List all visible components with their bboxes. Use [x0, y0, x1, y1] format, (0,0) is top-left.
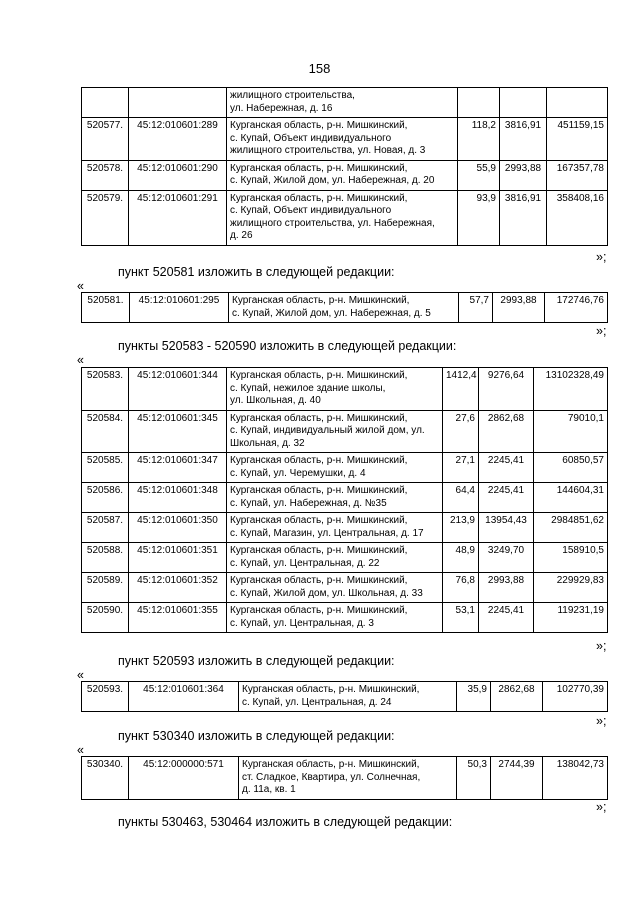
cadastral-value-cell: 119231,19	[534, 603, 608, 633]
cadastral-value-cell: 138042,73	[543, 757, 608, 800]
address-line: Курганская область, р-н. Мишкинский,	[230, 455, 408, 466]
address-line: с. Купай, Объект индивидуального	[230, 132, 392, 144]
area-cell	[458, 88, 500, 118]
address-line: с. Купай, ул. Центральная, д. 22	[230, 557, 380, 569]
area-cell: 93,9	[458, 190, 500, 245]
address-line: с. Купай, индивидуальный жилой дом, ул.	[230, 425, 425, 436]
table-row	[82, 88, 608, 118]
rate-cell: 2245,41	[479, 453, 534, 483]
table-row	[82, 453, 608, 483]
address-line: Курганская область, р-н. Мишкинский,	[232, 295, 410, 306]
cadastral-value-cell: 358408,16	[547, 190, 608, 245]
address-line: с. Купай, нежилое здание школы,	[230, 382, 386, 394]
rate-cell: 2245,41	[479, 483, 534, 513]
table-row	[82, 573, 608, 603]
address-line: Курганская область, р-н. Мишкинский,	[230, 192, 408, 204]
area-cell: 27,6	[443, 410, 479, 453]
address-line: Курганская область, р-н. Мишкинский,	[242, 684, 420, 695]
address-cell	[239, 757, 457, 800]
row-number-cell: 530340.	[82, 757, 129, 800]
cadastral-value-cell: 102770,39	[543, 682, 608, 712]
row-number-cell: 520578.	[82, 160, 129, 190]
cadastral-number-cell: 45:12:010601:351	[129, 543, 227, 573]
row-number-cell: 520589.	[82, 573, 129, 603]
cadastral-number-cell: 45:12:010601:355	[129, 603, 227, 633]
cadastral-number-cell: 45:12:010601:295	[130, 293, 229, 323]
area-cell: 53,1	[443, 603, 479, 633]
table-row	[82, 160, 608, 190]
rate-cell: 2993,88	[500, 160, 547, 190]
cadastral-value-cell: 60850,57	[534, 453, 608, 483]
row-number-cell: 520586.	[82, 483, 129, 513]
address-cell	[227, 483, 443, 513]
address-line: с. Купай, ул. Центральная, д. 24	[242, 696, 392, 708]
quote-open: «	[77, 743, 84, 757]
table-row	[82, 118, 608, 161]
row-number-cell: 520590.	[82, 603, 129, 633]
address-cell	[227, 160, 458, 190]
rate-cell	[500, 88, 547, 118]
table-row	[82, 682, 608, 712]
address-line: жилищного строительства,	[230, 90, 355, 101]
table-row	[82, 483, 608, 513]
row-number-cell: 520577.	[82, 118, 129, 161]
table-row	[82, 513, 608, 543]
address-line: ул. Набережная, д. 16	[230, 102, 333, 114]
address-line: с. Купай, Объект индивидуального	[230, 205, 392, 216]
address-line: Школьная, д. 32	[230, 437, 305, 449]
address-line: с. Купай, Магазин, ул. Центральная, д. 17	[230, 527, 424, 539]
area-cell: 1412,4	[443, 368, 479, 411]
area-cell: 27,1	[443, 453, 479, 483]
table-row	[82, 603, 608, 633]
address-line: Курганская область, р-н. Мишкинский,	[230, 120, 408, 131]
address-cell	[227, 118, 458, 161]
area-cell: 64,4	[443, 483, 479, 513]
cadastral-value-cell	[547, 88, 608, 118]
area-cell: 50,3	[457, 757, 491, 800]
page-number: 158	[308, 61, 331, 76]
address-line: жилищного строительства, ул. Набережная,	[230, 217, 435, 229]
rate-cell: 2993,88	[493, 293, 545, 323]
area-cell: 48,9	[443, 543, 479, 573]
address-line: д. 11а, кв. 1	[242, 784, 296, 795]
cadastral-number-cell: 45:12:000000:571	[129, 757, 239, 800]
address-line: с. Купай, ул. Центральная, д. 3	[230, 617, 374, 629]
row-number-cell: 520587.	[82, 513, 129, 543]
rate-cell: 2862,68	[479, 410, 534, 453]
area-cell: 213,9	[443, 513, 479, 543]
table-row	[82, 293, 608, 323]
row-number-cell: 520585.	[82, 453, 129, 483]
address-cell	[229, 293, 459, 323]
address-line: д. 26	[230, 230, 253, 241]
area-cell: 57,7	[459, 293, 493, 323]
cadastral-value-cell: 158910,5	[534, 543, 608, 573]
area-cell: 118,2	[458, 118, 500, 161]
rate-cell: 2993,88	[479, 573, 534, 603]
cadastral-number-cell: 45:12:010601:347	[129, 453, 227, 483]
address-line: ст. Сладкое, Квартира, ул. Солнечная,	[242, 771, 421, 783]
address-line: Курганская область, р-н. Мишкинский,	[242, 759, 420, 770]
address-line: Курганская область, р-н. Мишкинский,	[230, 485, 408, 496]
address-line: с. Купай, Жилой дом, ул. Набережная, д. 20	[230, 175, 435, 186]
amendment-heading: пункт 520593 изложить в следующей редакции:	[118, 654, 395, 668]
table-520581	[81, 292, 608, 323]
rate-cell: 2744,39	[491, 757, 543, 800]
cadastral-number-cell: 45:12:010601:350	[129, 513, 227, 543]
address-line: ул. Школьная, д. 40	[230, 395, 321, 406]
quote-open: «	[77, 353, 84, 367]
cadastral-value-cell: 172746,76	[545, 293, 608, 323]
row-number-cell: 520581.	[82, 293, 130, 323]
cadastral-number-cell: 45:12:010601:364	[129, 682, 239, 712]
rate-cell: 3816,91	[500, 190, 547, 245]
address-line: с. Купай, ул. Набережная, д. №35	[230, 497, 387, 509]
address-line: Курганская область, р-н. Мишкинский,	[230, 575, 408, 586]
amendment-heading: пункт 520581 изложить в следующей редакции:	[118, 265, 395, 279]
address-line: жилищного строительства, ул. Новая, д. 3	[230, 145, 426, 156]
table-row	[82, 190, 608, 245]
quote-open: «	[77, 668, 84, 682]
address-cell	[227, 543, 443, 573]
address-line: с. Купай, Жилой дом, ул. Набережная, д. 5	[232, 307, 431, 319]
address-cell	[227, 513, 443, 543]
cadastral-number-cell	[129, 88, 227, 118]
row-number-cell: 520593.	[82, 682, 129, 712]
cadastral-value-cell: 451159,15	[547, 118, 608, 161]
amendment-heading: пункт 530340 изложить в следующей редакции:	[118, 729, 395, 743]
quote-open: «	[77, 279, 84, 293]
address-line: с. Купай, Жилой дом, ул. Школьная, д. 33	[230, 587, 423, 599]
table-row	[82, 757, 608, 800]
row-number-cell: 520583.	[82, 368, 129, 411]
row-number-cell: 520584.	[82, 410, 129, 453]
address-line: Курганская область, р-н. Мишкинский,	[230, 370, 408, 381]
cadastral-number-cell: 45:12:010601:344	[129, 368, 227, 411]
cadastral-number-cell: 45:12:010601:291	[129, 190, 227, 245]
cadastral-value-cell: 13102328,49	[534, 368, 608, 411]
table-530340	[81, 756, 608, 800]
quote-close: »;	[596, 714, 607, 728]
table-520583-520590	[81, 367, 608, 633]
address-cell	[227, 368, 443, 411]
cadastral-value-cell: 144604,31	[534, 483, 608, 513]
address-cell	[227, 410, 443, 453]
quote-close: »;	[596, 250, 607, 264]
quote-close: »;	[596, 800, 607, 814]
address-cell	[227, 573, 443, 603]
row-number-cell: 520579.	[82, 190, 129, 245]
cadastral-number-cell: 45:12:010601:290	[129, 160, 227, 190]
cadastral-value-cell: 2984851,62	[534, 513, 608, 543]
quote-close: »;	[596, 324, 607, 338]
address-cell	[227, 190, 458, 245]
address-line: Курганская область, р-н. Мишкинский,	[230, 545, 408, 556]
address-line: Курганская область, р-н. Мишкинский,	[230, 605, 408, 616]
amendment-heading: пункты 520583 - 520590 изложить в следующей редакции:	[118, 339, 457, 353]
address-line: с. Купай, ул. Черемушки, д. 4	[230, 467, 366, 479]
rate-cell: 3249,70	[479, 543, 534, 573]
amendment-heading: пункты 530463, 530464 изложить в следующей редакции:	[118, 815, 453, 829]
rate-cell: 13954,43	[479, 513, 534, 543]
rate-cell: 2862,68	[491, 682, 543, 712]
cadastral-number-cell: 45:12:010601:348	[129, 483, 227, 513]
address-cell	[227, 453, 443, 483]
cadastral-value-cell: 79010,1	[534, 410, 608, 453]
table-row	[82, 368, 608, 411]
rate-cell: 9276,64	[479, 368, 534, 411]
cadastral-value-cell: 167357,78	[547, 160, 608, 190]
table-continuation	[81, 87, 608, 246]
address-line: Курганская область, р-н. Мишкинский,	[230, 162, 408, 174]
address-cell	[227, 88, 458, 118]
rate-cell: 2245,41	[479, 603, 534, 633]
address-line: Курганская область, р-н. Мишкинский,	[230, 515, 408, 526]
rate-cell: 3816,91	[500, 118, 547, 161]
row-number-cell: 520588.	[82, 543, 129, 573]
row-number-cell	[82, 88, 129, 118]
address-line: Курганская область, р-н. Мишкинский,	[230, 412, 408, 424]
area-cell: 55,9	[458, 160, 500, 190]
cadastral-number-cell: 45:12:010601:352	[129, 573, 227, 603]
table-row	[82, 410, 608, 453]
cadastral-number-cell: 45:12:010601:289	[129, 118, 227, 161]
table-520593	[81, 681, 608, 712]
address-cell	[239, 682, 457, 712]
area-cell: 35,9	[457, 682, 491, 712]
quote-close: »;	[596, 639, 607, 653]
cadastral-number-cell: 45:12:010601:345	[129, 410, 227, 453]
table-row	[82, 543, 608, 573]
area-cell: 76,8	[443, 573, 479, 603]
address-cell	[227, 603, 443, 633]
cadastral-value-cell: 229929,83	[534, 573, 608, 603]
